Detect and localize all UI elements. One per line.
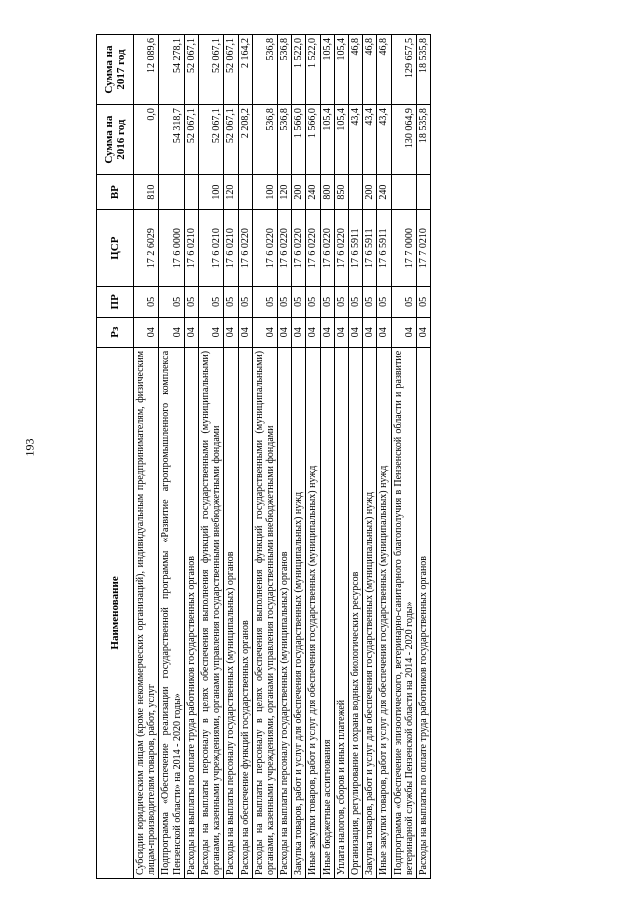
cell-pr: 05 [306,287,320,317]
header-row [97,35,134,879]
cell-name: Иные закупки товаров, работ и услуг для обеспечения государственных (муниципальных) нужд [377,347,391,878]
header-pr: ПР [97,287,134,317]
cell-sum-2016: 105,4 [334,105,348,175]
cell-pr: 05 [159,287,184,317]
cell-pr: 05 [377,287,391,317]
cell-vr [184,175,198,210]
cell-sum-2017: 536,8 [252,35,277,105]
cell-name: Расходы на выплаты персоналу государственных (муниципальных) органов [278,347,292,878]
cell-pr: 05 [320,287,334,317]
cell-rz: 04 [391,317,416,347]
cell-sum-2016: 43,4 [363,105,377,175]
cell-csr: 17 6 5911 [377,210,391,287]
cell-rz: 04 [363,317,377,347]
cell-csr: 17 6 0210 [184,210,198,287]
cell-name: Расходы на выплаты персоналу в целях обеспечения выполнения функций государственными (муниципальными) органами, казенными учреждениями, органами управления государственными внебюджетными фондами [252,347,277,878]
cell-sum-2016: 54 318,7 [159,105,184,175]
cell-rz: 04 [278,317,292,347]
cell-pr: 05 [224,287,238,317]
cell-sum-2017: 46,8 [349,35,363,105]
cell-vr: 800 [320,175,334,210]
cell-vr [238,175,252,210]
cell-sum-2017: 18 535,8 [416,35,430,105]
cell-sum-2017: 52 067,1 [198,35,223,105]
cell-sum-2016: 0,0 [134,105,159,175]
cell-sum-2016: 130 064,9 [391,105,416,175]
header-sum-2016: Сумма на 2016 год [97,105,134,175]
cell-sum-2017: 2 164,2 [238,35,252,105]
cell-pr: 05 [134,287,159,317]
cell-pr: 05 [334,287,348,317]
table-row [320,35,334,879]
cell-csr: 17 6 5911 [363,210,377,287]
cell-name: Расходы на обеспечение функций государственных органов [238,347,252,878]
cell-vr [349,175,363,210]
cell-sum-2017: 129 657,5 [391,35,416,105]
cell-csr: 17 6 0220 [334,210,348,287]
cell-sum-2016: 536,8 [252,105,277,175]
cell-sum-2017: 52 067,1 [184,35,198,105]
cell-vr: 850 [334,175,348,210]
table-row [377,35,391,879]
cell-csr: 17 6 0210 [224,210,238,287]
cell-name: Расходы на выплаты персоналу государственных (муниципальных) органов [224,347,238,878]
cell-csr: 17 6 0220 [252,210,277,287]
table-row [363,35,377,879]
cell-sum-2016: 2 208,2 [238,105,252,175]
table-row [252,35,277,879]
cell-sum-2016: 1 566,0 [306,105,320,175]
table-row [134,35,159,879]
cell-csr: 17 2 6029 [134,210,159,287]
cell-sum-2017: 1 522,0 [306,35,320,105]
table-row [224,35,238,879]
cell-rz: 04 [320,317,334,347]
table-row [159,35,184,879]
cell-name: Закупка товаров, работ и услуг для обеспечения государственных (муниципальных) нужд [292,347,306,878]
cell-pr: 05 [252,287,277,317]
cell-name: Расходы на выплаты по оплате труда работников государственных органов [416,347,430,878]
cell-name: Расходы на выплаты персоналу в целях обеспечения выполнения функций государственными (муниципальными) органами, казенными учреждениями, органами управления государственными внебюджетными фондами [198,347,223,878]
cell-sum-2017: 105,4 [334,35,348,105]
cell-vr: 240 [306,175,320,210]
table-row [391,35,416,879]
cell-sum-2016: 1 566,0 [292,105,306,175]
cell-rz: 04 [377,317,391,347]
rotated-table-container [96,34,591,879]
cell-vr: 120 [278,175,292,210]
cell-rz: 04 [184,317,198,347]
table-row [278,35,292,879]
cell-rz: 04 [306,317,320,347]
table-row [416,35,430,879]
cell-csr: 17 6 0220 [292,210,306,287]
cell-rz: 04 [292,317,306,347]
cell-name: Иные закупки товаров, работ и услуг для обеспечения государственных (муниципальных) нужд [306,347,320,878]
table-row [334,35,348,879]
cell-pr: 05 [278,287,292,317]
cell-name: Расходы на выплаты по оплате труда работников государственных органов [184,347,198,878]
cell-vr: 100 [198,175,223,210]
cell-pr: 05 [198,287,223,317]
cell-rz: 04 [224,317,238,347]
cell-vr: 120 [224,175,238,210]
cell-sum-2017: 1 522,0 [292,35,306,105]
cell-csr: 17 6 0220 [278,210,292,287]
header-rz: Рз [97,317,134,347]
cell-csr: 17 6 0210 [198,210,223,287]
cell-vr: 200 [292,175,306,210]
cell-csr: 17 6 0000 [159,210,184,287]
cell-csr: 17 6 5911 [349,210,363,287]
cell-vr: 240 [377,175,391,210]
header-csr: ЦСР [97,210,134,287]
cell-name: Подпрограмма «Обеспечение эпизоотического, ветеринарно-санитарного благополучия в Пензенской области и развитие ветеринарной службы Пензенской области на 2014 - 2020 годы» [391,347,416,878]
cell-pr: 05 [292,287,306,317]
cell-name: Уплата налогов, сборов и иных платежей [334,347,348,878]
cell-name: Организация, регулирование и охрана водных биологических ресурсов [349,347,363,878]
cell-csr: 17 6 0220 [238,210,252,287]
cell-sum-2016: 18 535,8 [416,105,430,175]
cell-sum-2016: 52 067,1 [198,105,223,175]
table-row [198,35,223,879]
cell-rz: 04 [238,317,252,347]
cell-sum-2017: 52 067,1 [224,35,238,105]
cell-pr: 05 [349,287,363,317]
cell-vr: 100 [252,175,277,210]
table-header [97,35,134,879]
cell-sum-2016: 52 067,1 [224,105,238,175]
cell-vr: 200 [363,175,377,210]
cell-sum-2016: 52 067,1 [184,105,198,175]
cell-rz: 04 [198,317,223,347]
table-row [306,35,320,879]
cell-csr: 17 6 0220 [320,210,334,287]
cell-sum-2017: 12 089,6 [134,35,159,105]
cell-vr [391,175,416,210]
table-row [292,35,306,879]
cell-sum-2017: 46,8 [363,35,377,105]
cell-sum-2016: 43,4 [377,105,391,175]
cell-rz: 04 [416,317,430,347]
cell-sum-2016: 536,8 [278,105,292,175]
header-name: Наименование [97,347,134,878]
cell-csr: 17 7 0000 [391,210,416,287]
cell-name: Иные бюджетные ассигнования [320,347,334,878]
cell-name: Субсидии юридическим лицам (кроме некоммерческих организаций), индивидуальным предпринимателям, физическим лицам-производителям товаров, работ, услуг [134,347,159,878]
cell-sum-2016: 105,4 [320,105,334,175]
budget-table [96,34,431,879]
cell-sum-2017: 536,8 [278,35,292,105]
header-vr: ВР [97,175,134,210]
header-sum-2017: Сумма на 2017 год [97,35,134,105]
table-row [238,35,252,879]
cell-vr [159,175,184,210]
cell-rz: 04 [334,317,348,347]
table-row [184,35,198,879]
cell-pr: 05 [363,287,377,317]
cell-csr: 17 6 0220 [306,210,320,287]
cell-csr: 17 7 0210 [416,210,430,287]
table-row [349,35,363,879]
cell-rz: 04 [349,317,363,347]
cell-sum-2017: 54 278,1 [159,35,184,105]
cell-pr: 05 [416,287,430,317]
cell-vr [416,175,430,210]
cell-rz: 04 [252,317,277,347]
cell-pr: 05 [391,287,416,317]
cell-rz: 04 [134,317,159,347]
page-number: 193 [22,438,37,457]
cell-vr: 810 [134,175,159,210]
cell-pr: 05 [184,287,198,317]
cell-name: Закупка товаров, работ и услуг для обеспечения государственных (муниципальных) нужд [363,347,377,878]
cell-name: Подпрограмма «Обеспечение реализации государственной программы «Развитие агропромышленного комплекса Пензенской области» на 2014 - 2020 годы» [159,347,184,878]
cell-sum-2017: 46,8 [377,35,391,105]
cell-sum-2016: 43,4 [349,105,363,175]
cell-rz: 04 [159,317,184,347]
cell-pr: 05 [238,287,252,317]
cell-sum-2017: 105,4 [320,35,334,105]
table-body [134,35,431,879]
